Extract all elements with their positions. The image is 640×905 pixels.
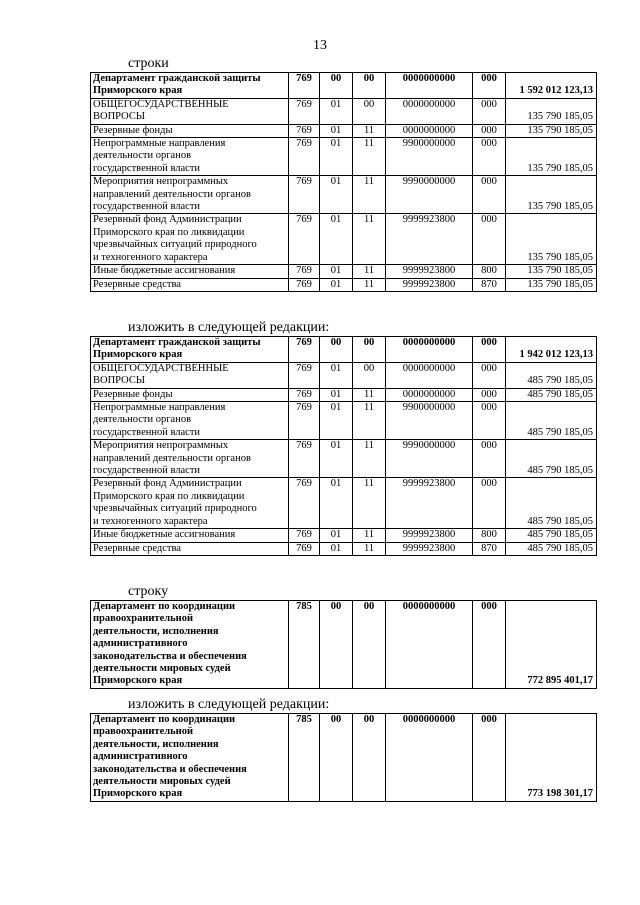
cell-subsection: 11	[353, 138, 386, 176]
cell-amount: 772 895 401,17	[506, 601, 597, 689]
cell-amount: 135 790 185,05	[506, 124, 597, 137]
cell-expense-type: 000	[473, 478, 506, 529]
cell-expense-type: 000	[473, 98, 506, 124]
cell-section: 01	[320, 542, 353, 555]
budget-table-old-law-enforcement	[90, 600, 597, 689]
table-row	[91, 402, 597, 440]
cell-amount: 485 790 185,05	[506, 388, 597, 401]
cell-expense-type: 000	[473, 714, 506, 802]
cell-section: 01	[320, 402, 353, 440]
cell-section: 01	[320, 278, 353, 291]
cell-expense-type: 000	[473, 176, 506, 214]
cell-name: Иные бюджетные ассигнования	[91, 265, 289, 278]
cell-expense-type: 000	[473, 601, 506, 689]
cell-ved: 769	[289, 440, 320, 478]
table-row	[91, 278, 597, 291]
table-row	[91, 440, 597, 478]
cell-expense-type: 000	[473, 362, 506, 388]
cell-subsection: 00	[353, 98, 386, 124]
cell-target-article: 9999923800	[386, 278, 473, 291]
cell-target-article: 9999923800	[386, 542, 473, 555]
cell-target-article: 9999923800	[386, 478, 473, 529]
cell-ved: 769	[289, 542, 320, 555]
cell-name: Департамент гражданской защиты Приморского края	[91, 337, 289, 363]
cell-section: 01	[320, 138, 353, 176]
cell-expense-type: 000	[473, 337, 506, 363]
cell-subsection: 11	[353, 478, 386, 529]
cell-target-article: 0000000000	[386, 337, 473, 363]
table-row	[91, 176, 597, 214]
cell-section: 00	[320, 337, 353, 363]
cell-expense-type: 000	[473, 124, 506, 137]
cell-target-article: 9990000000	[386, 176, 473, 214]
cell-expense-type: 870	[473, 278, 506, 291]
cell-expense-type: 000	[473, 214, 506, 265]
cell-expense-type: 800	[473, 529, 506, 542]
cell-name: ОБЩЕГОСУДАРСТВЕННЫЕ ВОПРОСЫ	[91, 98, 289, 124]
cell-subsection: 11	[353, 440, 386, 478]
cell-target-article: 0000000000	[386, 714, 473, 802]
cell-ved: 769	[289, 138, 320, 176]
cell-subsection: 11	[353, 529, 386, 542]
table-row	[91, 714, 597, 802]
cell-amount: 1 592 012 123,13	[506, 73, 597, 99]
cell-ved: 769	[289, 478, 320, 529]
cell-name: Департамент по координации правоохранительной деятельности, исполнения административного законодательства и обеспечения деятельности мировых судей Приморского края	[91, 714, 289, 802]
cell-ved: 769	[289, 388, 320, 401]
cell-name: Резервный фонд Администрации Приморского края по ликвидации чрезвычайных ситуаций природного и техногенного характера	[91, 478, 289, 529]
cell-section: 01	[320, 98, 353, 124]
cell-ved: 785	[289, 601, 320, 689]
cell-name: ОБЩЕГОСУДАРСТВЕННЫЕ ВОПРОСЫ	[91, 362, 289, 388]
cell-amount: 773 198 301,17	[506, 714, 597, 802]
cell-target-article: 9999923800	[386, 529, 473, 542]
section-caption: изложить в следующей редакции:	[128, 697, 330, 712]
cell-target-article: 0000000000	[386, 98, 473, 124]
cell-target-article: 9999923800	[386, 214, 473, 265]
cell-amount: 485 790 185,05	[506, 402, 597, 440]
section-caption: строку	[128, 584, 169, 599]
cell-subsection: 00	[353, 73, 386, 99]
cell-ved: 769	[289, 176, 320, 214]
cell-name: Резервные фонды	[91, 124, 289, 137]
cell-section: 01	[320, 478, 353, 529]
cell-target-article: 9900000000	[386, 402, 473, 440]
cell-section: 01	[320, 388, 353, 401]
table-row	[91, 265, 597, 278]
cell-subsection: 11	[353, 278, 386, 291]
cell-amount: 485 790 185,05	[506, 529, 597, 542]
cell-subsection: 00	[353, 601, 386, 689]
cell-amount: 485 790 185,05	[506, 440, 597, 478]
cell-section: 01	[320, 214, 353, 265]
cell-ved: 769	[289, 214, 320, 265]
cell-target-article: 0000000000	[386, 388, 473, 401]
table-row	[91, 601, 597, 689]
cell-ved: 769	[289, 265, 320, 278]
page-number: 13	[313, 38, 327, 53]
cell-name: Департамент гражданской защиты Приморского края	[91, 73, 289, 99]
cell-subsection: 11	[353, 265, 386, 278]
cell-subsection: 00	[353, 714, 386, 802]
cell-target-article: 9999923800	[386, 265, 473, 278]
cell-ved: 785	[289, 714, 320, 802]
cell-section: 01	[320, 440, 353, 478]
cell-target-article: 0000000000	[386, 362, 473, 388]
cell-ved: 769	[289, 98, 320, 124]
cell-expense-type: 000	[473, 73, 506, 99]
section-caption: изложить в следующей редакции:	[128, 320, 330, 335]
cell-name: Резервный фонд Администрации Приморского края по ликвидации чрезвычайных ситуаций природного и техногенного характера	[91, 214, 289, 265]
cell-expense-type: 870	[473, 542, 506, 555]
cell-name: Непрограммные направления деятельности органов государственной власти	[91, 402, 289, 440]
cell-expense-type: 000	[473, 388, 506, 401]
cell-expense-type: 000	[473, 440, 506, 478]
table-row	[91, 362, 597, 388]
cell-amount: 485 790 185,05	[506, 478, 597, 529]
cell-subsection: 11	[353, 176, 386, 214]
table-row	[91, 214, 597, 265]
cell-name: Резервные фонды	[91, 388, 289, 401]
cell-ved: 769	[289, 124, 320, 137]
cell-subsection: 11	[353, 388, 386, 401]
cell-name: Непрограммные направления деятельности органов государственной власти	[91, 138, 289, 176]
table-row	[91, 388, 597, 401]
cell-ved: 769	[289, 278, 320, 291]
table-row	[91, 138, 597, 176]
cell-target-article: 0000000000	[386, 73, 473, 99]
cell-name: Мероприятия непрограммных направлений деятельности органов государственной власти	[91, 176, 289, 214]
cell-expense-type: 000	[473, 402, 506, 440]
cell-section: 01	[320, 176, 353, 214]
cell-name: Департамент по координации правоохранительной деятельности, исполнения административного законодательства и обеспечения деятельности мировых судей Приморского края	[91, 601, 289, 689]
cell-amount: 135 790 185,05	[506, 176, 597, 214]
cell-amount: 135 790 185,05	[506, 265, 597, 278]
cell-name: Иные бюджетные ассигнования	[91, 529, 289, 542]
cell-amount: 135 790 185,05	[506, 98, 597, 124]
cell-subsection: 11	[353, 124, 386, 137]
cell-section: 01	[320, 124, 353, 137]
cell-subsection: 00	[353, 337, 386, 363]
section-caption: строки	[128, 56, 169, 71]
budget-table-old-civil-defense	[90, 72, 597, 292]
cell-subsection: 11	[353, 402, 386, 440]
budget-table-new-civil-defense	[90, 336, 597, 556]
cell-expense-type: 000	[473, 138, 506, 176]
cell-section: 00	[320, 714, 353, 802]
cell-amount: 135 790 185,05	[506, 138, 597, 176]
cell-amount: 485 790 185,05	[506, 362, 597, 388]
cell-target-article: 0000000000	[386, 601, 473, 689]
cell-subsection: 11	[353, 542, 386, 555]
cell-name: Резервные средства	[91, 278, 289, 291]
cell-subsection: 00	[353, 362, 386, 388]
cell-amount: 485 790 185,05	[506, 542, 597, 555]
cell-section: 01	[320, 265, 353, 278]
table-row	[91, 98, 597, 124]
budget-table-new-law-enforcement	[90, 713, 597, 802]
cell-ved: 769	[289, 362, 320, 388]
cell-target-article: 9900000000	[386, 138, 473, 176]
cell-target-article: 9990000000	[386, 440, 473, 478]
cell-section: 00	[320, 73, 353, 99]
cell-expense-type: 800	[473, 265, 506, 278]
table-row	[91, 337, 597, 363]
table-row	[91, 124, 597, 137]
table-row	[91, 73, 597, 99]
cell-name: Мероприятия непрограммных направлений деятельности органов государственной власти	[91, 440, 289, 478]
table-row	[91, 542, 597, 555]
cell-ved: 769	[289, 337, 320, 363]
cell-name: Резервные средства	[91, 542, 289, 555]
cell-ved: 769	[289, 529, 320, 542]
cell-ved: 769	[289, 402, 320, 440]
cell-section: 01	[320, 529, 353, 542]
cell-amount: 135 790 185,05	[506, 214, 597, 265]
cell-section: 01	[320, 362, 353, 388]
table-row	[91, 529, 597, 542]
cell-subsection: 11	[353, 214, 386, 265]
cell-amount: 135 790 185,05	[506, 278, 597, 291]
cell-ved: 769	[289, 73, 320, 99]
cell-amount: 1 942 012 123,13	[506, 337, 597, 363]
cell-section: 00	[320, 601, 353, 689]
cell-target-article: 0000000000	[386, 124, 473, 137]
table-row	[91, 478, 597, 529]
